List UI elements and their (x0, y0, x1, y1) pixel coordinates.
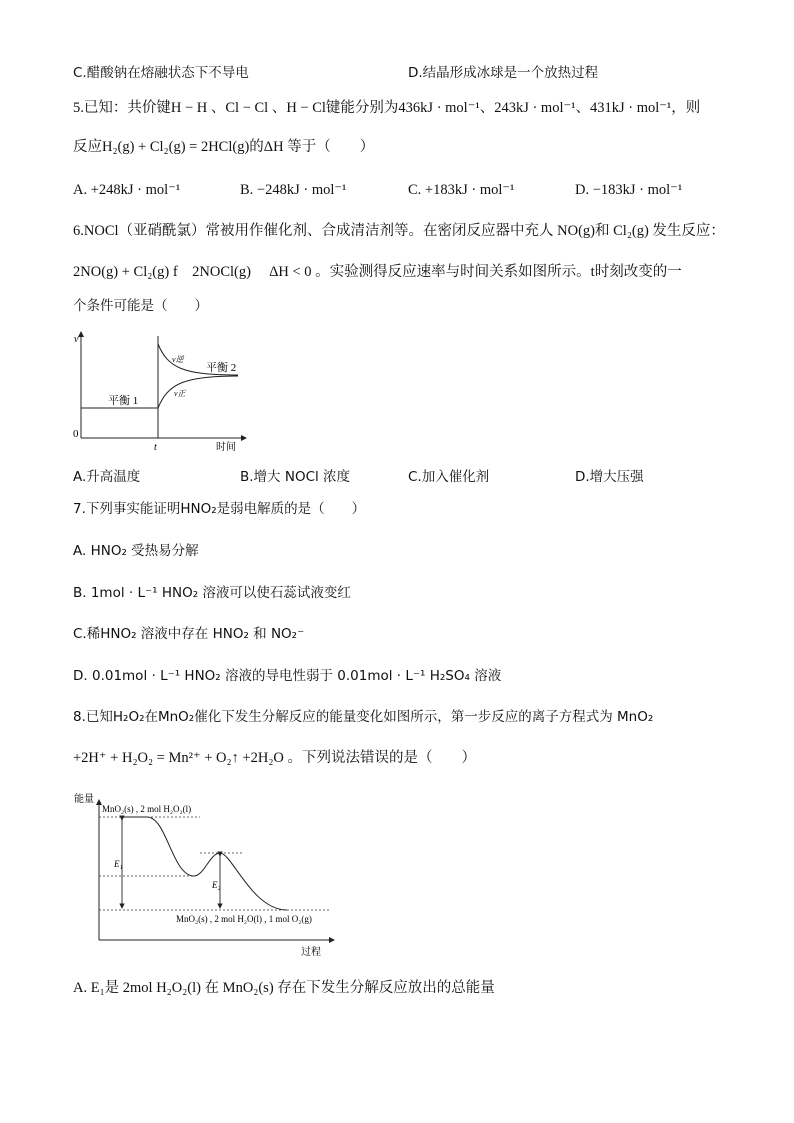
q6-option-d: D.增大压强 (575, 469, 644, 485)
rate-time-graph (68, 328, 258, 453)
q5-option-c: C. +183kJ · mol⁻¹ (408, 182, 515, 198)
energy-axis-label: 能量 (74, 794, 94, 805)
q5-option-b: B. −248kJ · mol⁻¹ (240, 182, 347, 198)
energy-curve (120, 817, 287, 910)
origin-label: 0 (73, 428, 79, 440)
product-label: MnO₂(s) , 2 mol H₂O(l) , 1 mol O₂(g) (176, 914, 312, 924)
equilibrium-1-label: 平衡 1 (108, 395, 139, 407)
q5-stem-line2: 反应H₂(g) + Cl₂(g) = 2HCl(g)的ΔH 等于（ ） (73, 139, 375, 155)
q7-option-b: B. 1mol · L⁻¹ HNO₂ 溶液可以使石蕊试液变红 (73, 585, 351, 601)
v-forward-label: v正 (174, 389, 186, 398)
q6-stem-line2: 2NO(g) + Cl₂(g) f 2NOCl(g) ΔH < 0 。实验测得反应速率与时间关系如图所示。t时刻改变的一 (73, 264, 682, 280)
q7-option-c: C.稀HNO₂ 溶液中存在 HNO₂ 和 NO₂⁻ (73, 626, 305, 642)
q7-stem: 7.下列事实能证明HNO₂是弱电解质的是（ ） (73, 501, 366, 517)
x-axis-label: 时间 (216, 442, 236, 453)
q5-option-d: D. −183kJ · mol⁻¹ (575, 182, 683, 198)
q4-option-d: D.结晶形成冰球是一个放热过程 (408, 65, 599, 81)
q7-option-d: D. 0.01mol · L⁻¹ HNO₂ 溶液的导电性弱于 0.01mol · L⁻¹ H₂SO₄ 溶液 (73, 668, 502, 684)
v-forward-curve (158, 376, 238, 408)
q8-option-a: A. E₁是 2mol H₂O₂(l) 在 MnO₂(s) 存在下发生分解反应放出的总能量 (73, 980, 495, 996)
equilibrium-2-label: 平衡 2 (206, 362, 237, 374)
q6-stem-line3: 个条件可能是（ ） (73, 298, 208, 314)
q6-option-b: B.增大 NOCl 浓度 (240, 469, 351, 485)
e1-label: E₁ (114, 859, 123, 869)
reactant-label: MnO₂(s) , 2 mol H₂O₂(l) (102, 804, 192, 814)
q7-option-a: A. HNO₂ 受热易分解 (73, 543, 199, 559)
t-label: t (154, 442, 157, 453)
q6-stem-line1: 6.NOCl（亚硝酰氯）常被用作催化剂、合成清洁剂等。在密闭反应器中充人 NO(g)和 Cl₂(g) 发生反应： (73, 223, 725, 239)
process-axis-label: 过程 (301, 947, 321, 958)
y-axis-label: v (74, 334, 79, 345)
q6-option-a: A.升高温度 (73, 469, 141, 485)
q4-option-c: C.醋酸钠在熔融状态下不导电 (73, 65, 249, 81)
q8-stem-line1: 8.已知H₂O₂在MnO₂催化下发生分解反应的能量变化如图所示，第一步反应的离子方程式为 MnO₂ (73, 709, 654, 725)
q5-stem-line1: 5.已知：共价键H − H 、Cl − Cl 、H − Cl键能分别为436kJ · mol⁻¹、243kJ · mol⁻¹、431kJ · mol⁻¹，则 (73, 100, 701, 116)
q8-stem-line2: +2H⁺ + H₂O₂ = Mn²⁺ + O₂↑ +2H₂O 。下列说法错误的是（ ） (73, 750, 476, 766)
e2-label: E₂ (212, 880, 221, 890)
v-reverse-label: v逆 (172, 355, 184, 364)
q6-option-c: C.加入催化剂 (408, 469, 490, 485)
q5-option-a: A. +248kJ · mol⁻¹ (73, 182, 181, 198)
energy-profile-graph (72, 790, 342, 960)
